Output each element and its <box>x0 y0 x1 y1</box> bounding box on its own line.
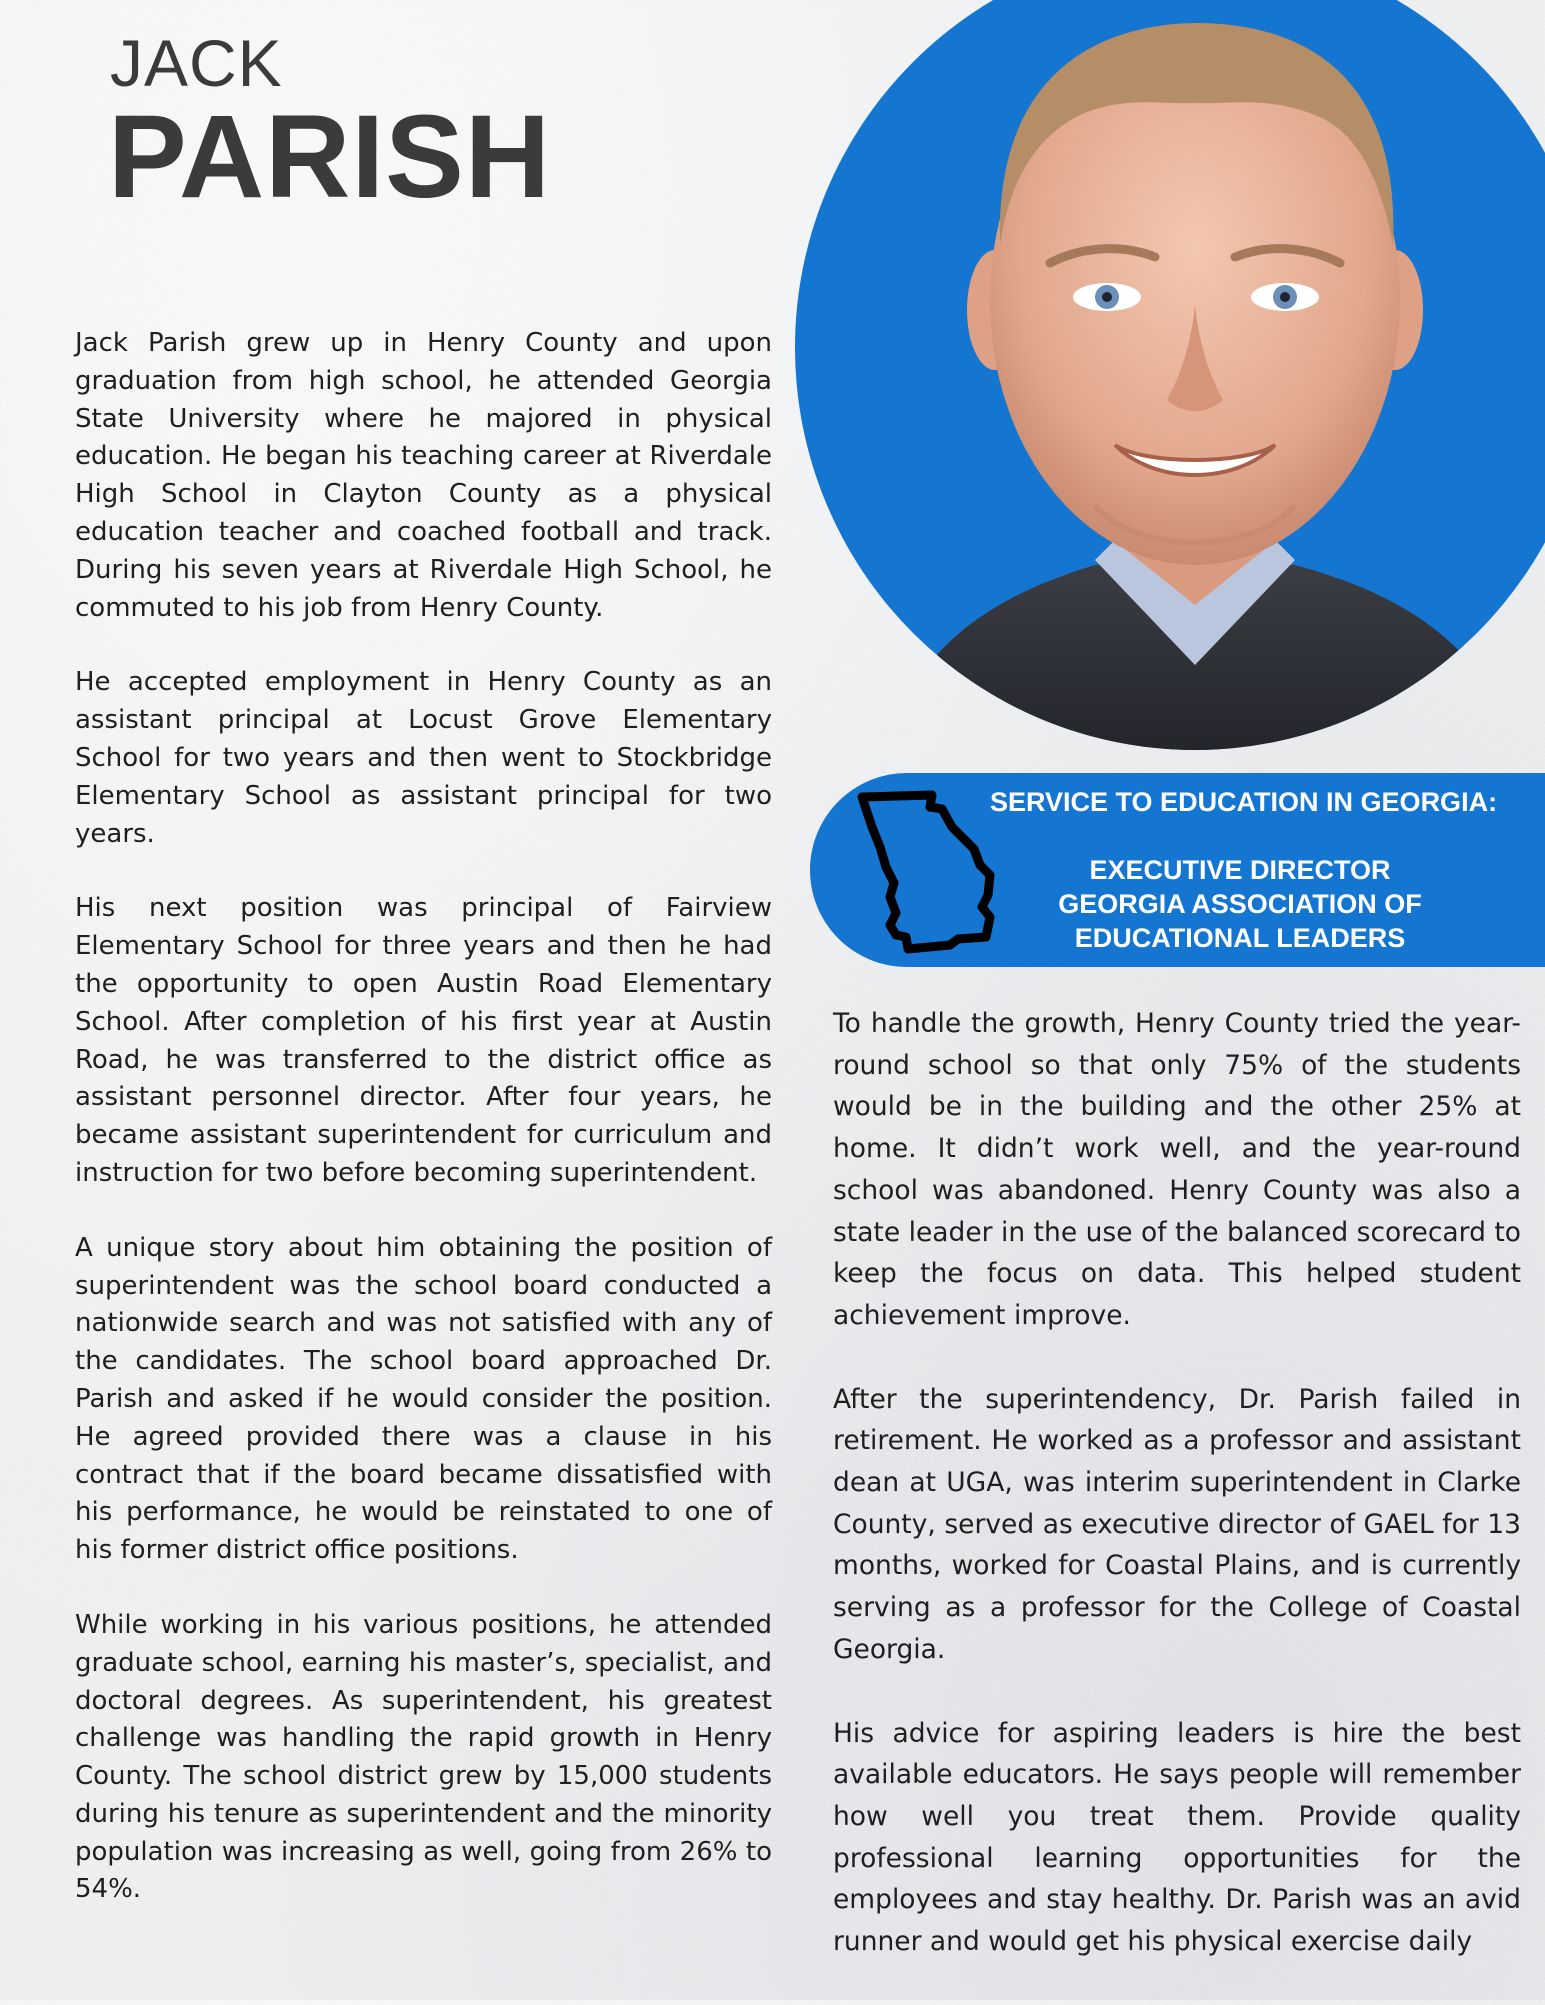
bio-paragraph-1: Jack Parish grew up in Henry County and upon graduation from high school, he attended Georgia State University where he majored in physical education. He began his teaching career at Riverdale High School in Clayton County as a physical education teacher and coached football and track. During his seven years at Riverdale High School, he commuted to his job from Henry County. <box>75 328 772 623</box>
service-role <box>970 853 1510 955</box>
portrait-illustration <box>795 0 1545 750</box>
service-role-line-3: EDUCATIONAL LEADERS <box>1074 923 1406 953</box>
bio-paragraph-2: He accepted employment in Henry County as an assistant principal at Locust Grove Elementary School for two years and then went to Stockbridge Elementary School as assistant principal for two years. <box>75 667 772 849</box>
left-column <box>75 325 772 1946</box>
bio-paragraph-3: His next position was principal of Fairview Elementary School for three years and then he had the opportunity to open Austin Road Elementary School. After completion of his first year at Austin Road, he was transferred to the district office as assistant personnel director. After four years, he became assistant superintendent for curriculum and instruction for two before becoming superintendent. <box>75 893 772 1188</box>
service-role-line-1: EXECUTIVE DIRECTOR <box>1089 855 1391 885</box>
service-banner <box>810 773 1545 967</box>
portrait-photo <box>795 0 1545 750</box>
right-column <box>833 1003 1521 2005</box>
bio-paragraph-6: To handle the growth, Henry County tried the year-round school so that only 75% of the students would be in the building and the other 25% at home. It didn’t work well, and the year-round school was abandoned. Henry County was also a state leader in the use of the balanced scorecard to keep the focus on data. This helped student achievement improve. <box>833 1008 1521 1331</box>
first-name-heading: JACK <box>110 26 283 100</box>
bio-paragraph-5: While working in his various positions, he attended graduate school, earning his master’s, specialist, and doctoral degrees. As superintendent, his greatest challenge was handling the rapid growth in Henry County. The school district grew by 15,000 students during his tenure as superintendent and the minority population was increasing as well, going from 26% to 54%. <box>75 1609 772 1905</box>
bio-paragraph-8: His advice for aspiring leaders is hire the best available educators. He says people will remember how well you treat them. Provide quality professional learning opportunities for the employees and stay healthy. Dr. Parish was an avid runner and would get his physical exercise daily <box>833 1717 1521 1958</box>
service-role-line-2: GEORGIA ASSOCIATION OF <box>1058 889 1422 919</box>
service-heading: SERVICE TO EDUCATION IN GEORGIA: <box>990 787 1498 817</box>
bio-paragraph-4: A unique story about him obtaining the position of superintendent was the school board conducted a nationwide search and was not satisfied with any of the candidates. The school board approached Dr. Parish and asked if he would consider the position. He agreed provided there was a clause in his contract that if the board became dissatisfied with his performance, he would be reinstated to one of his former district office positions. <box>75 1232 772 1566</box>
last-name-heading: PARISH <box>108 91 552 223</box>
bio-paragraph-7: After the superintendency, Dr. Parish failed in retirement. He worked as a professor and assistant dean at UGA, was interim superintendent in Clarke County, served as executive director of GAEL for 13 months, worked for Coastal Plains, and is currently serving as a professor for the College of Coastal Georgia. <box>833 1383 1521 1665</box>
